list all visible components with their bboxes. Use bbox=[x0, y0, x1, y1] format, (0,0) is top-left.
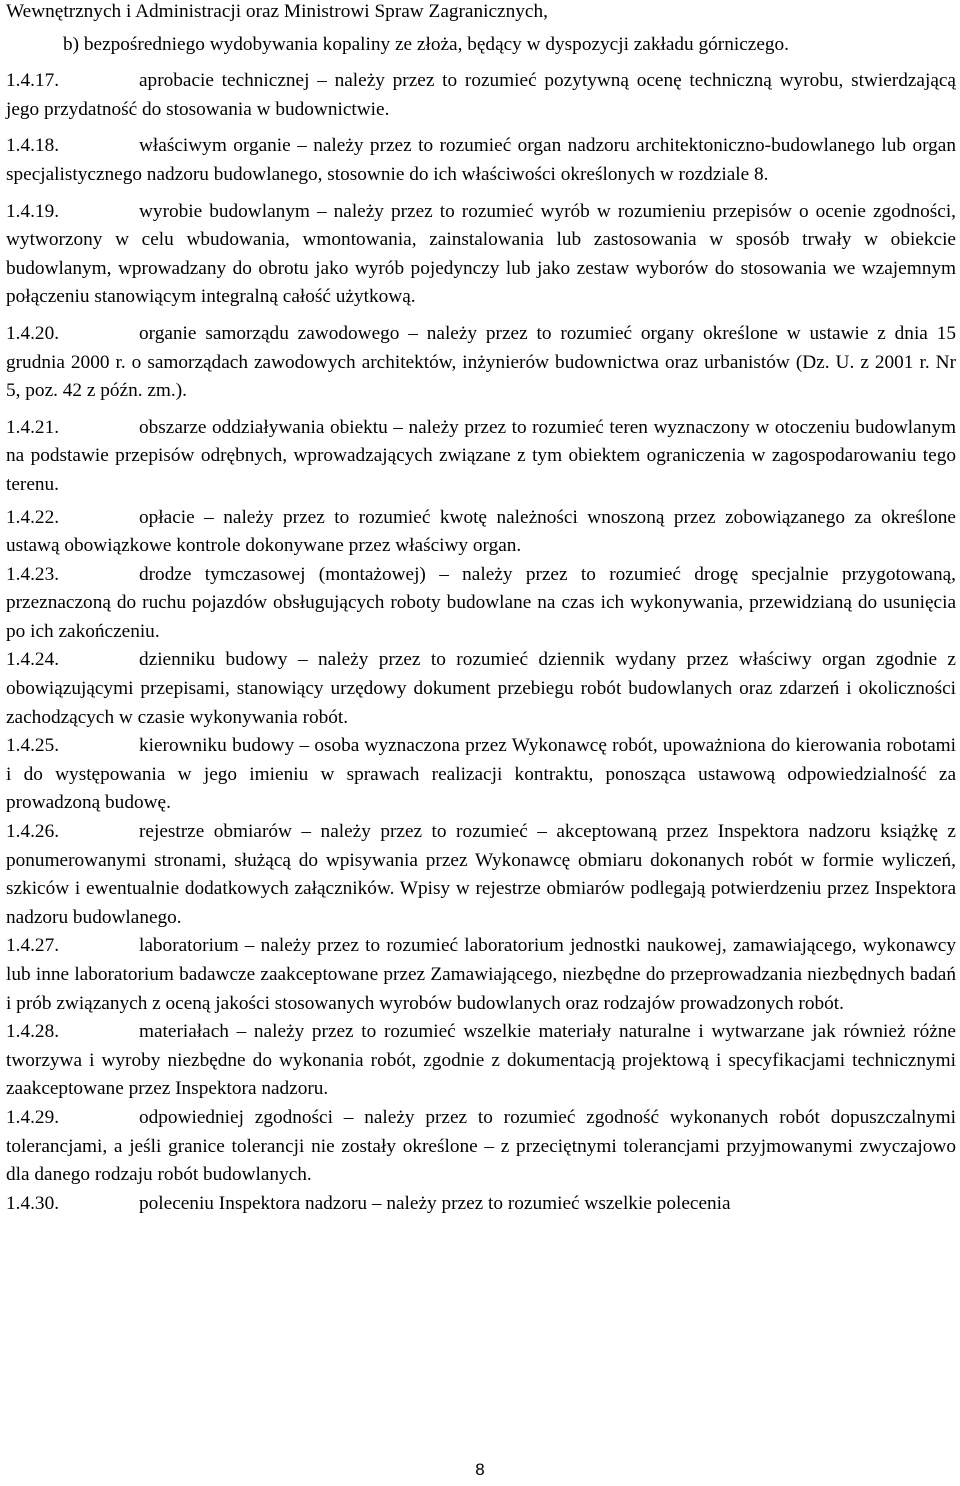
definition-text: drodze tymczasowej (montażowej) – należy przez to rozumieć drogę specjalnie przygotowaną, przeznaczoną do ruchu pojazdów obsługujących roboty budowlane na czas ich wykonywania, przewidzianą do usunięcia po ich zakończeniu. bbox=[6, 563, 956, 642]
definition-text: odpowiedniej zgodności – należy przez to rozumieć zgodność wykonanych robót dopuszczalnymi tolerancjami, a jeśli granice tolerancji nie zostały określone – z przeciętnymi tolerancjami przyjmowanymi zwyczajowo dla danego rodzaju robót budowlanych. bbox=[6, 1106, 956, 1186]
definition-text: obszarze oddziaływania obiektu – należy przez to rozumieć teren wyznaczony w otoczeniu budowlanym na podstawie przepisów odrębnych, wprowadzających związane z tym obiektem ograniczenia w zagospodarowaniu tego terenu. bbox=[6, 416, 956, 495]
definition-number: 1.4.27. bbox=[6, 935, 60, 957]
definition-text: laboratorium – należy przez to rozumieć laboratorium jednostki naukowej, zamawiającego, wykonawcy lub inne laboratorium badawcze zaakceptowane przez Zamawiającego, niezbędne do przeprowadzania niezbędnych badań i prób związanych z oceną jakości stosowanych wyrobów budowlanych oraz rodzajów prowadzonych robót. bbox=[6, 935, 956, 1014]
definition-text: właściwym organie – należy przez to rozumieć organ nadzoru architektoniczno-budowlanego lub organ specjalistycznego nadzoru budowlanego, stosownie do ich właściwości określonych w rozdziale 8. bbox=[6, 135, 956, 185]
definition-number: 1.4.24. bbox=[6, 649, 60, 671]
definition-text: dzienniku budowy – należy przez to rozumieć dziennik wydany przez właściwy organ zgodnie z obowiązującymi przepisami, stanowiący urzędowy dokument przebiegu robót budowlanych oraz zdarzeń i okoliczności zachodzących w czasie wykonywania robót. bbox=[6, 649, 956, 728]
definition-number: 1.4.25. bbox=[6, 735, 60, 757]
definition-1-4-25 bbox=[6, 732, 956, 818]
page-number: 8 bbox=[475, 1460, 485, 1479]
definition-text: rejestrze obmiarów – należy przez to rozumieć – akceptowaną przez Inspektora nadzoru książkę z ponumerowanymi stronami, służącą do wpisywania przez Wykonawcę obmiaru dokonanych robót w formie wyliczeń, szkiców i ewentualnie dodatkowych załączników. Wpisy w rejestrze obmiarów podlegają potwierdzeniu przez Inspektora nadzoru budowlanego. bbox=[6, 821, 956, 928]
definition-1-4-19 bbox=[6, 198, 956, 312]
definition-number: 1.4.20. bbox=[6, 322, 60, 344]
definition-text: aprobacie technicznej – należy przez to rozumieć pozytywną ocenę techniczną wyrobu, stwierdzającą jego przydatność do stosowania w budownictwie. bbox=[6, 70, 956, 120]
text-fragment-continuation: Wewnętrznych i Administracji oraz Ministrowi Spraw Zagranicznych, bbox=[6, 1, 548, 22]
definition-number: 1.4.28. bbox=[6, 1021, 60, 1043]
document-page bbox=[6, 0, 956, 1218]
definition-text: materiałach – należy przez to rozumieć wszelkie materiały naturalne i wytwarzane jak również różne tworzywa i wyroby niezbędne do wykonania robót, zgodnie z dokumentacją projektową i specyfikacjami technicznymi zaakceptowane przez Inspektora nadzoru. bbox=[6, 1021, 956, 1100]
definition-1-4-30 bbox=[6, 1190, 956, 1219]
definition-number: 1.4.19. bbox=[6, 200, 60, 222]
definition-1-4-24 bbox=[6, 646, 956, 732]
definition-1-4-21 bbox=[6, 414, 956, 500]
definition-number: 1.4.22. bbox=[6, 506, 60, 528]
definition-text: organie samorządu zawodowego – należy przez to rozumieć organy określone w ustawie z dnia 15 grudnia 2000 r. o samorządach zawodowych architektów, inżynierów budownictwa oraz urbanistów (Dz. U. z 2001 r. Nr 5, poz. 42 z późn. zm.). bbox=[6, 322, 956, 402]
definition-1-4-22 bbox=[6, 504, 956, 561]
definition-number: 1.4.17. bbox=[6, 70, 60, 92]
definition-1-4-27 bbox=[6, 932, 956, 1018]
definition-text: kierowniku budowy – osoba wyznaczona przez Wykonawcę robót, upoważniona do kierowania robotami i do występowania w jego imieniu w sprawach realizacji kontraktu, ponosząca ustawową odpowiedzialność za prowadzoną budowę. bbox=[6, 735, 956, 814]
definition-text: poleceniu Inspektora nadzoru – należy przez to rozumieć wszelkie polecenia bbox=[139, 1192, 731, 1214]
definition-number: 1.4.26. bbox=[6, 821, 60, 843]
definition-1-4-26 bbox=[6, 818, 956, 932]
definition-number: 1.4.18. bbox=[6, 135, 60, 157]
definition-1-4-18 bbox=[6, 132, 956, 189]
text-fragment-item-b: b) bezpośredniego wydobywania kopaliny ze złoża, będący w dyspozycji zakładu górniczego. bbox=[63, 33, 789, 55]
definition-number: 1.4.21. bbox=[6, 416, 60, 438]
definition-1-4-28 bbox=[6, 1018, 956, 1104]
definition-text: opłacie – należy przez to rozumieć kwotę należności wnoszoną przez zobowiązanego za określone ustawą obowiązkowe kontrole dokonywane przez właściwy organ. bbox=[6, 506, 956, 557]
definition-text: wyrobie budowlanym – należy przez to rozumieć wyrób w rozumieniu przepisów o ocenie zgodności, wytworzony w celu wbudowania, wmontowania, zainstalowania lub zastosowania w sposób trwały w obiekcie budowlanym, wprowadzany do obrotu jako wyrób pojedynczy lub jako zestaw wyborów do stosowania we wzajemnym połączeniu stanowiącym integralną całość użytkową. bbox=[6, 200, 956, 308]
definition-1-4-20 bbox=[6, 320, 956, 406]
definition-number: 1.4.29. bbox=[6, 1106, 60, 1128]
definition-1-4-17 bbox=[6, 67, 956, 124]
definition-number: 1.4.30. bbox=[6, 1192, 60, 1214]
definition-number: 1.4.23. bbox=[6, 563, 60, 585]
definition-1-4-29 bbox=[6, 1104, 956, 1190]
definition-1-4-23 bbox=[6, 561, 956, 647]
